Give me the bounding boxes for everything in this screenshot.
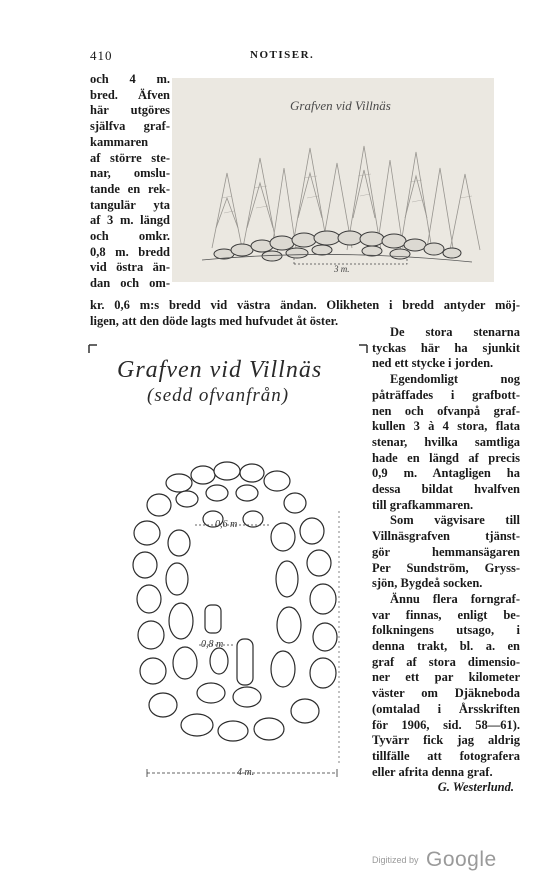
text-line: gör hemmansägaren: [372, 544, 520, 559]
text-line: kullen 3 à 4 stora, flata: [372, 419, 520, 434]
text-line: ligen, att den döde lagts med hufvudet åt öster.: [90, 313, 339, 328]
text-line: af 3 m. längd: [90, 213, 170, 228]
text-line: här utgöres: [90, 103, 170, 118]
chamber-inner-label: 0,8 m: [201, 639, 224, 650]
text-line: De stora stenarna: [390, 325, 520, 339]
plan-sketch-title: Grafven vid Villnäs: [117, 357, 323, 383]
text-line: denna trakt, bl. a. en: [372, 639, 520, 654]
author-signature: G. Westerlund.: [437, 780, 514, 795]
left-column-text: [90, 72, 170, 292]
text-line: ned ett stycke i jorden.: [372, 356, 494, 371]
text-line: eller afrita denna graf.: [372, 764, 493, 779]
text-line: sjön, Bygdeå socken.: [372, 576, 483, 591]
stone-circle-drawing: [87, 343, 370, 795]
text-line: 0,9 m. Antagligen ha: [372, 466, 520, 481]
text-line: Villnäsgrafven tjänst-: [372, 529, 520, 544]
text-line: och 4 m.: [90, 72, 170, 86]
text-line: Per Sundström, Gryss-: [372, 560, 520, 575]
text-line: (omtalad i Årsskriften: [372, 701, 520, 716]
text-line: hade en längd af precis: [372, 450, 520, 465]
text-line: Egendomligt nog: [390, 372, 520, 387]
text-line: själfva graf-: [90, 119, 170, 134]
text-line: tangulär yta: [90, 197, 170, 212]
text-line: väster om Djäkneboda: [372, 686, 520, 701]
google-logo-text: Google: [425, 848, 497, 871]
top-sketch-scale: 3 m.: [334, 264, 350, 274]
digitized-by-google-watermark: [372, 848, 497, 872]
text-line: kammaren: [90, 134, 149, 149]
page-number: 410: [90, 48, 113, 63]
running-head: NOTISER.: [250, 49, 315, 61]
text-line: nen och ofvanpå graf-: [372, 403, 520, 418]
text-line: Tyvärr fick jag aldrig: [372, 733, 520, 748]
text-line: dessa bildat hvalfven: [372, 482, 520, 497]
text-line: bred. Äfven: [90, 87, 170, 102]
text-line: kr. 0,6 m:s bredd vid västra ändan. Olikheten i bredd antyder möj-: [90, 298, 520, 312]
text-line: dan och om-: [90, 276, 170, 291]
text-line: folkningens utsago, i: [372, 623, 520, 638]
grave-mound-sketch: [172, 78, 494, 282]
text-line: Som vägvisare till: [390, 513, 520, 528]
text-line: till grafkammaren.: [372, 497, 474, 512]
grave-plan-sketch: [87, 343, 370, 795]
chamber-width-label: 0,6 m: [215, 519, 238, 530]
text-line: 0,8 m. bredd: [90, 244, 170, 259]
text-line: af större ste-: [90, 150, 170, 165]
text-line: tillfälle att fotografera: [372, 748, 520, 763]
text-line: Ännu flera forngraf-: [390, 591, 520, 606]
right-column-text: [372, 325, 520, 796]
plan-sketch-subtitle: (sedd ofvanfrån): [147, 385, 290, 406]
text-line: var finnas, enligt be-: [372, 607, 520, 622]
plan-scale-label: 4 m.: [237, 767, 255, 778]
text-line: vid östra än-: [90, 260, 170, 275]
text-line: graf af stora dimensio-: [372, 654, 520, 669]
top-sketch-caption: Grafven vid Villnäs: [290, 98, 391, 113]
text-line: tyckas här ha sjunkit: [372, 340, 520, 355]
text-line: stenar, hvilka samtliga: [372, 434, 520, 449]
text-line: och omkr.: [90, 229, 170, 244]
text-line: för 1906, sid. 58—61).: [372, 717, 520, 732]
text-line: påträffades i grafbott-: [372, 387, 520, 402]
text-line: ner ett par kilometer: [372, 670, 520, 685]
text-line: tande en rek-: [90, 181, 170, 196]
text-line: nar, omslu-: [90, 166, 170, 181]
digitized-by-text: Digitized by: [372, 855, 419, 865]
